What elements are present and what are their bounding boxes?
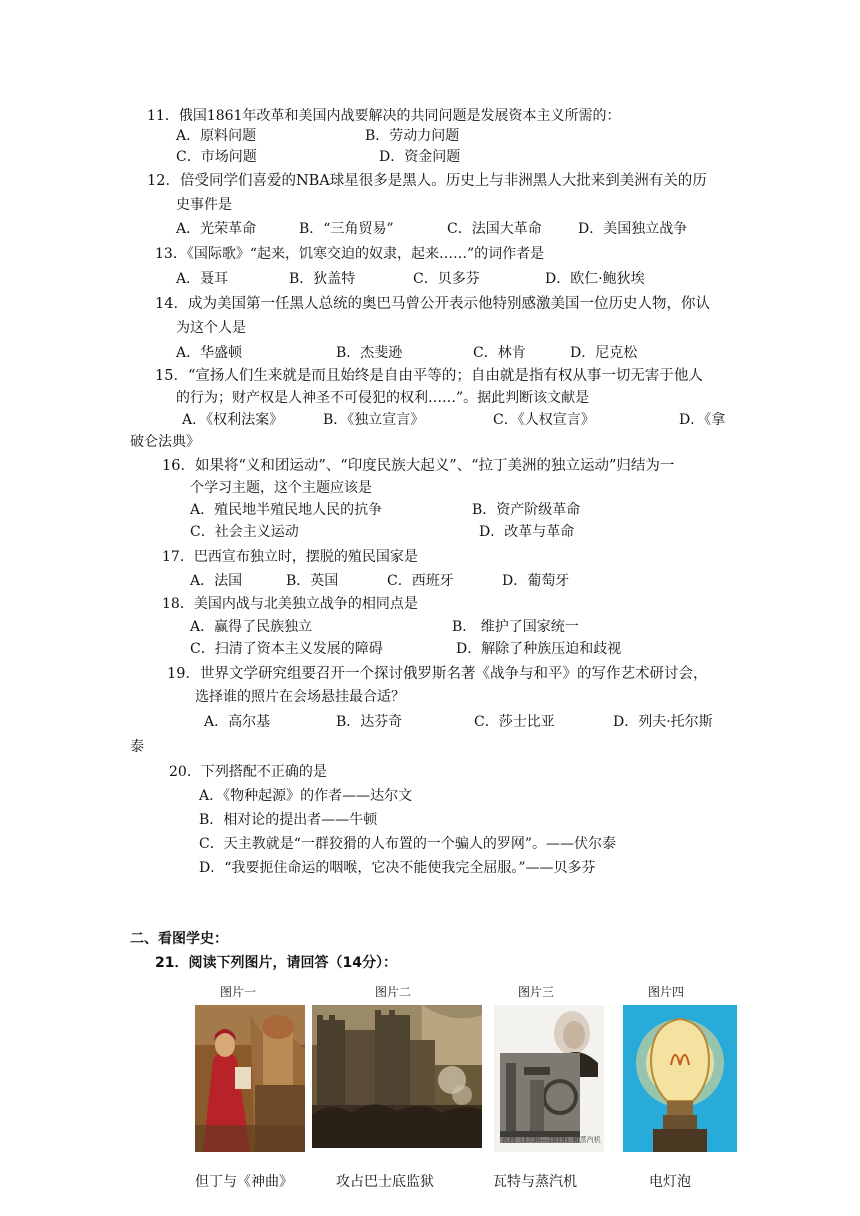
q17-stem: 17．巴西宣布独立时，摆脱的殖民国家是 bbox=[162, 549, 418, 565]
picture-label-2: 图片二 bbox=[375, 985, 412, 999]
q20-stem: 20．下列搭配不正确的是 bbox=[169, 764, 327, 780]
q21-stem: 21．阅读下列图片，请回答（14分）： bbox=[155, 955, 397, 971]
q13-option-a: A．聂耳 bbox=[176, 271, 229, 287]
q16-stem-cont: 个学习主题，这个主题应该是 bbox=[190, 480, 372, 496]
watt-caption: 瓦特（1736—1819）和蒸汽机 bbox=[502, 1136, 601, 1144]
q12-stem: 12．倍受同学们喜爱的NBA球星很多是黑人。历史上与非洲黑人大批来到美洲有关的历 bbox=[147, 173, 707, 189]
q15-option-d: D．《拿 bbox=[679, 412, 726, 428]
q19-option-d-cont: 泰 bbox=[130, 739, 144, 755]
q16-option-a: A．殖民地半殖民地人民的抗争 bbox=[190, 502, 383, 518]
picture-label-4: 图片四 bbox=[648, 985, 685, 999]
q20-option-b: B．相对论的提出者——牛顿 bbox=[199, 812, 378, 828]
q11-option-d: D．资金问题 bbox=[379, 149, 461, 165]
q16-option-c: C．社会主义运动 bbox=[190, 524, 299, 540]
q15-option-c: C．《人权宣言》 bbox=[493, 412, 595, 428]
q12-option-c: C．法国大革命 bbox=[447, 221, 542, 237]
q13-option-b: B．狄盖特 bbox=[289, 271, 356, 287]
q19-option-a: A．高尔基 bbox=[204, 714, 271, 730]
q14-stem: 14．成为美国第一任黑人总统的奥巴马曾公开表示他特别感激美国一位历史人物，你认 bbox=[155, 296, 710, 312]
q14-stem-cont: 为这个人是 bbox=[176, 320, 246, 336]
q17-option-d: D．葡萄牙 bbox=[502, 573, 570, 589]
q16-option-d: D．改革与革命 bbox=[479, 524, 575, 540]
picture-dante bbox=[195, 1005, 305, 1152]
q14-option-b: B．杰斐逊 bbox=[336, 345, 403, 361]
q20-option-d: D．“我要扼住命运的咽喉，它决不能使我完全屈服。”——贝多芬 bbox=[199, 860, 596, 876]
picture-watt bbox=[494, 1005, 604, 1152]
q19-option-c: C．莎士比亚 bbox=[474, 714, 555, 730]
q13-stem: 13．《国际歌》“起来，饥寒交迫的奴隶，起来……”的词作者是 bbox=[155, 246, 545, 262]
picture-light-bulb bbox=[623, 1005, 737, 1152]
q16-option-b: B．资产阶级革命 bbox=[472, 502, 581, 518]
q11-option-a: A．原料问题 bbox=[176, 128, 257, 144]
caption-watt: 瓦特与蒸汽机 bbox=[493, 1174, 577, 1190]
q18-stem: 18．美国内战与北美独立战争的相同点是 bbox=[162, 596, 418, 612]
q18-option-b: B． 维护了国家统一 bbox=[452, 619, 579, 635]
q11-option-c: C．市场问题 bbox=[176, 149, 257, 165]
q15-stem-cont: 的行为；财产权是人神圣不可侵犯的权利……”。据此判断该文献是 bbox=[176, 390, 590, 406]
picture-bastille bbox=[312, 1005, 482, 1148]
q19-stem-cont: 选择谁的照片在会场悬挂最合适？ bbox=[195, 689, 405, 705]
q12-stem-cont: 史事件是 bbox=[176, 197, 232, 213]
q17-option-c: C．西班牙 bbox=[387, 573, 454, 589]
q14-option-c: C．林肯 bbox=[473, 345, 526, 361]
q18-option-c: C．扫清了资本主义发展的障碍 bbox=[190, 641, 383, 657]
q14-option-d: D．尼克松 bbox=[570, 345, 638, 361]
caption-bastille: 攻占巴士底监狱 bbox=[336, 1174, 434, 1190]
q19-option-b: B．达芬奇 bbox=[336, 714, 403, 730]
q12-option-b: B．“三角贸易” bbox=[299, 221, 394, 237]
q17-option-b: B．英国 bbox=[286, 573, 339, 589]
section-heading: 二、看图学史： bbox=[130, 931, 228, 947]
q11-option-b: B．劳动力问题 bbox=[365, 128, 460, 144]
q18-option-a: A．赢得了民族独立 bbox=[190, 619, 313, 635]
q19-option-d: D．列夫·托尔斯 bbox=[613, 714, 713, 730]
caption-dante: 但丁与《神曲》 bbox=[195, 1174, 293, 1190]
q11-stem: 11．俄国1861年改革和美国内战要解决的共同问题是发展资本主义所需的： bbox=[147, 108, 621, 124]
picture-label-1: 图片一 bbox=[220, 985, 257, 999]
q15-option-d-cont: 破仑法典》 bbox=[130, 434, 200, 450]
q15-option-a: A．《权利法案》 bbox=[182, 412, 284, 428]
q12-option-d: D．美国独立战争 bbox=[578, 221, 688, 237]
q13-option-c: C．贝多芬 bbox=[413, 271, 480, 287]
caption-light-bulb: 电灯泡 bbox=[649, 1174, 691, 1190]
q18-option-d: D．解除了种族压迫和歧视 bbox=[456, 641, 622, 657]
q16-stem: 16．如果将“义和团运动”、“印度民族大起义”、“拉丁美洲的独立运动”归结为一 bbox=[162, 458, 675, 474]
q19-stem: 19．世界文学研究组要召开一个探讨俄罗斯名著《战争与和平》的写作艺术研讨会， bbox=[167, 666, 708, 682]
q13-option-d: D．欧仁·鲍狄埃 bbox=[545, 271, 645, 287]
q15-stem: 15．“宣扬人们生来就是而且始终是自由平等的；自由就是指有权从事一切无害于他人 bbox=[155, 368, 703, 384]
q17-option-a: A．法国 bbox=[190, 573, 243, 589]
q15-option-b: B．《独立宣言》 bbox=[323, 412, 425, 428]
q20-option-a: A．《物种起源》的作者——达尔文 bbox=[199, 788, 413, 804]
q20-option-c: C．天主教就是“一群狡猾的人布置的一个骗人的罗网”。——伏尔泰 bbox=[199, 836, 617, 852]
picture-label-3: 图片三 bbox=[518, 985, 555, 999]
q12-option-a: A．光荣革命 bbox=[176, 221, 257, 237]
q14-option-a: A．华盛顿 bbox=[176, 345, 243, 361]
